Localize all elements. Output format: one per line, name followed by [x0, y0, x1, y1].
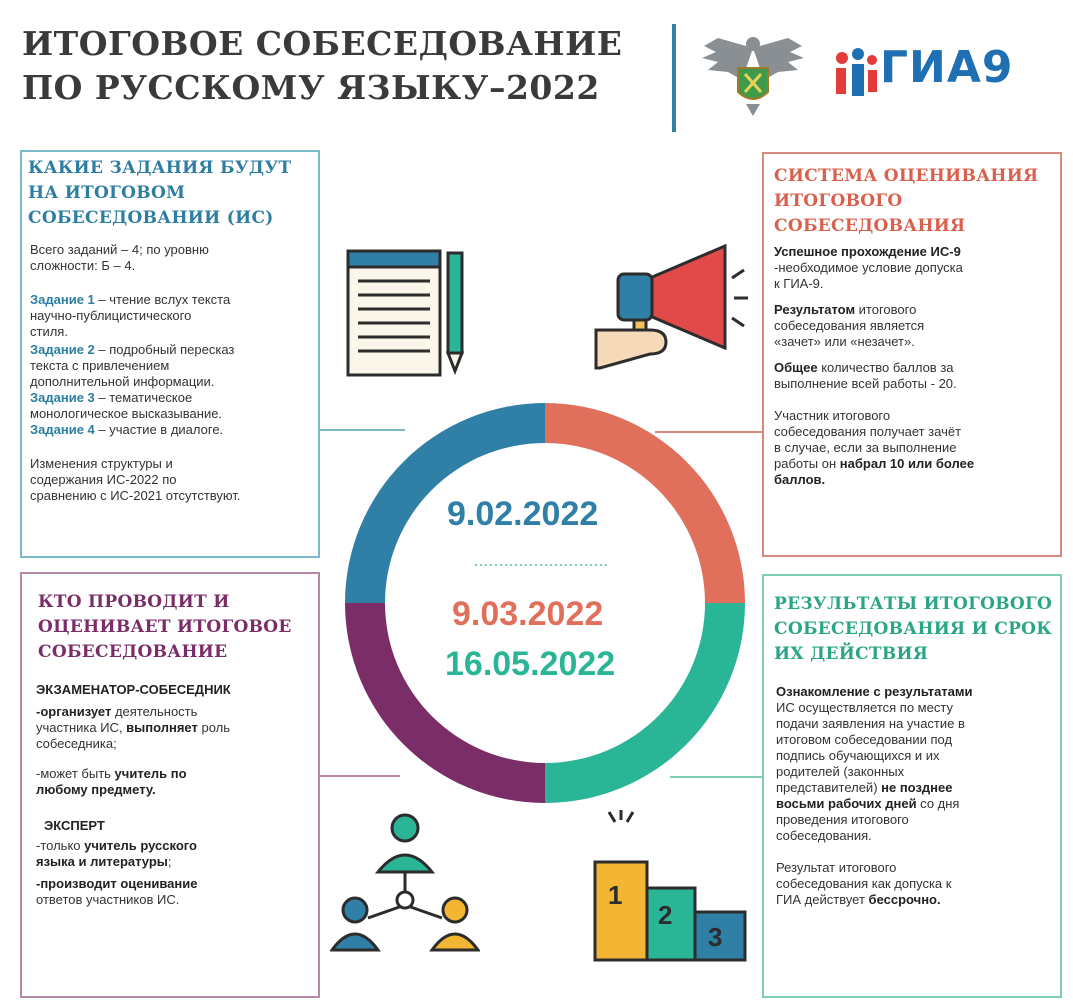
grading-panel [762, 152, 1062, 557]
results-body: Ознакомление с результатами ИС осуществляется по месту подачи заявления на участие в итоговом собеседовании под подпись обучающихся и их родителей (законных представителей) не позднее восьми рабочих дней со дня проведения итогового собеседования. Результат итогового собеседования как допуска к ГИА действует бессрочно. [776, 684, 973, 907]
podium-first-label: 1 [608, 880, 623, 910]
examiners-heading: КТО ПРОВОДИТ И ОЦЕНИВАЕТ ИТОГОВОЕ СОБЕСЕДОВАНИЕ [38, 592, 292, 662]
title-line-1: ИТОГОВОЕ СОБЕСЕДОВАНИЕ [22, 24, 623, 63]
extra-date-2: 16.05.2022 [445, 645, 616, 683]
podium-second-label: 2 [658, 900, 673, 930]
tasks-body: Всего заданий – 4; по уровню сложности: Б – 4. Задание 1 – чтение вслух текста научно-публицистического стиля. Задание 2 – подробный пересказ текста с привлечением дополнительной информации. Задание 3 – тематическое монологическое высказывание. Задание 4 – участие в диалоге. Изменения структуры и содержания ИС-2022 по сравнению с ИС-2021 отсутствуют. [30, 242, 241, 503]
eagle-emblem-icon [698, 30, 808, 118]
grading-heading: СИСТЕМА ОЦЕНИВАНИЯ ИТОГОВОГО СОБЕСЕДОВАНИЯ [774, 166, 1039, 236]
tasks-panel [20, 150, 320, 558]
podium-third-label: 3 [708, 922, 723, 952]
header-divider [672, 24, 676, 132]
title-line-2: ПО РУССКОМУ ЯЗЫКУ–2022 [22, 68, 600, 107]
results-heading: РЕЗУЛЬТАТЫ ИТОГОВОГО СОБЕСЕДОВАНИЯ И СРОК ИХ ДЕЙСТВИЯ [774, 594, 1053, 664]
extra-date-1: 9.03.2022 [452, 595, 604, 633]
tasks-heading: КАКИЕ ЗАДАНИЯ БУДУТ НА ИТОГОВОМ СОБЕСЕДОВАНИИ (ИС) [28, 158, 292, 228]
grading-body: Успешное прохождение ИС-9 -необходимое условие допуска к ГИА-9. Результатом итогового собеседования является «зачет» или «незачет». Общее количество баллов за выполнение всей работы - 20. Участник итогового собеседования получает зачёт в случае, если за выполнение работы он набрал 10 или более баллов. [774, 244, 975, 487]
examiners-body: ЭКЗАМЕНАТОР-СОБЕСЕДНИК -организует деятельность участника ИС, выполняет роль собеседника; -может быть учитель по любому предмету. ЭКСПЕРТ -только учитель русского языка и литературы; -производит оценивание ответов участников ИС. [36, 682, 231, 907]
document-pen-icon [340, 245, 470, 380]
people-network-icon [330, 810, 480, 955]
examiners-panel [20, 572, 320, 998]
results-panel [762, 574, 1062, 998]
main-date: 9.02.2022 [447, 495, 599, 533]
gia9-logo-text: ГИА9 [880, 42, 1014, 93]
megaphone-icon [590, 238, 750, 378]
gia9-logo-icon [832, 48, 880, 100]
page-title [22, 22, 622, 110]
